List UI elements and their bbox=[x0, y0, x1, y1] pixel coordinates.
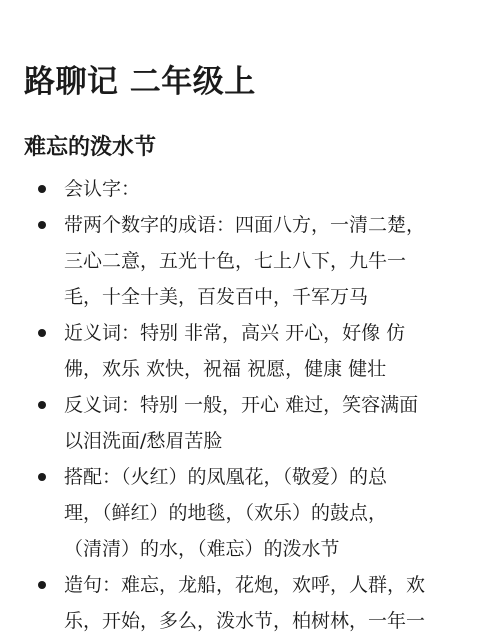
list-item-text: 三心二意，五光十色，七上八下，九牛一 bbox=[64, 250, 407, 272]
list-item-pairings bbox=[0, 459, 500, 567]
list-item-text: 搭配：（火红）的凤凰花，（敬爱）的总 bbox=[64, 466, 388, 488]
list-item-text: 带两个数字的成语：四面八方，一清二楚， bbox=[64, 214, 426, 236]
bullet-icon bbox=[38, 329, 46, 337]
list-item-idioms bbox=[0, 207, 500, 315]
list-item-antonyms bbox=[0, 387, 500, 459]
bullet-icon bbox=[38, 473, 46, 481]
notes-list bbox=[0, 171, 500, 636]
list-item-text: 反义词：特别 一般，开心 难过，笑容满面 bbox=[64, 394, 419, 416]
bullet-icon bbox=[38, 185, 46, 193]
list-item-text: 会认字： bbox=[64, 178, 141, 200]
bullet-icon bbox=[38, 221, 46, 229]
list-item-text: 佛，欢乐 欢快，祝福 祝愿，健康 健壮 bbox=[64, 358, 387, 380]
list-item-synonyms bbox=[0, 315, 500, 387]
list-item-words bbox=[0, 171, 500, 207]
page-title: 路聊记 二年级上 bbox=[24, 64, 256, 100]
list-item-text: 造句：难忘，龙船，花炮，欢呼，人群，欢 bbox=[64, 574, 426, 596]
list-item-sentences bbox=[0, 567, 500, 636]
lesson-title: 难忘的泼水节 bbox=[24, 135, 157, 160]
list-item-text: 以泪洗面/愁眉苦脸 bbox=[64, 430, 223, 452]
bullet-icon bbox=[38, 581, 46, 589]
list-item-text: （清清）的水，（难忘）的泼水节 bbox=[64, 538, 340, 560]
list-item-text: 毛，十全十美，百发百中，千军万马 bbox=[64, 286, 369, 308]
list-item-text: 近义词：特别 非常，高兴 开心，好像 仿 bbox=[64, 322, 406, 344]
list-item-text: 乐，开始，多么，泼水节，柏树林，一年一 bbox=[64, 610, 426, 632]
bullet-icon bbox=[38, 401, 46, 409]
list-item-text: 理，（鲜红）的地毯，（欢乐）的鼓点， bbox=[64, 502, 388, 524]
